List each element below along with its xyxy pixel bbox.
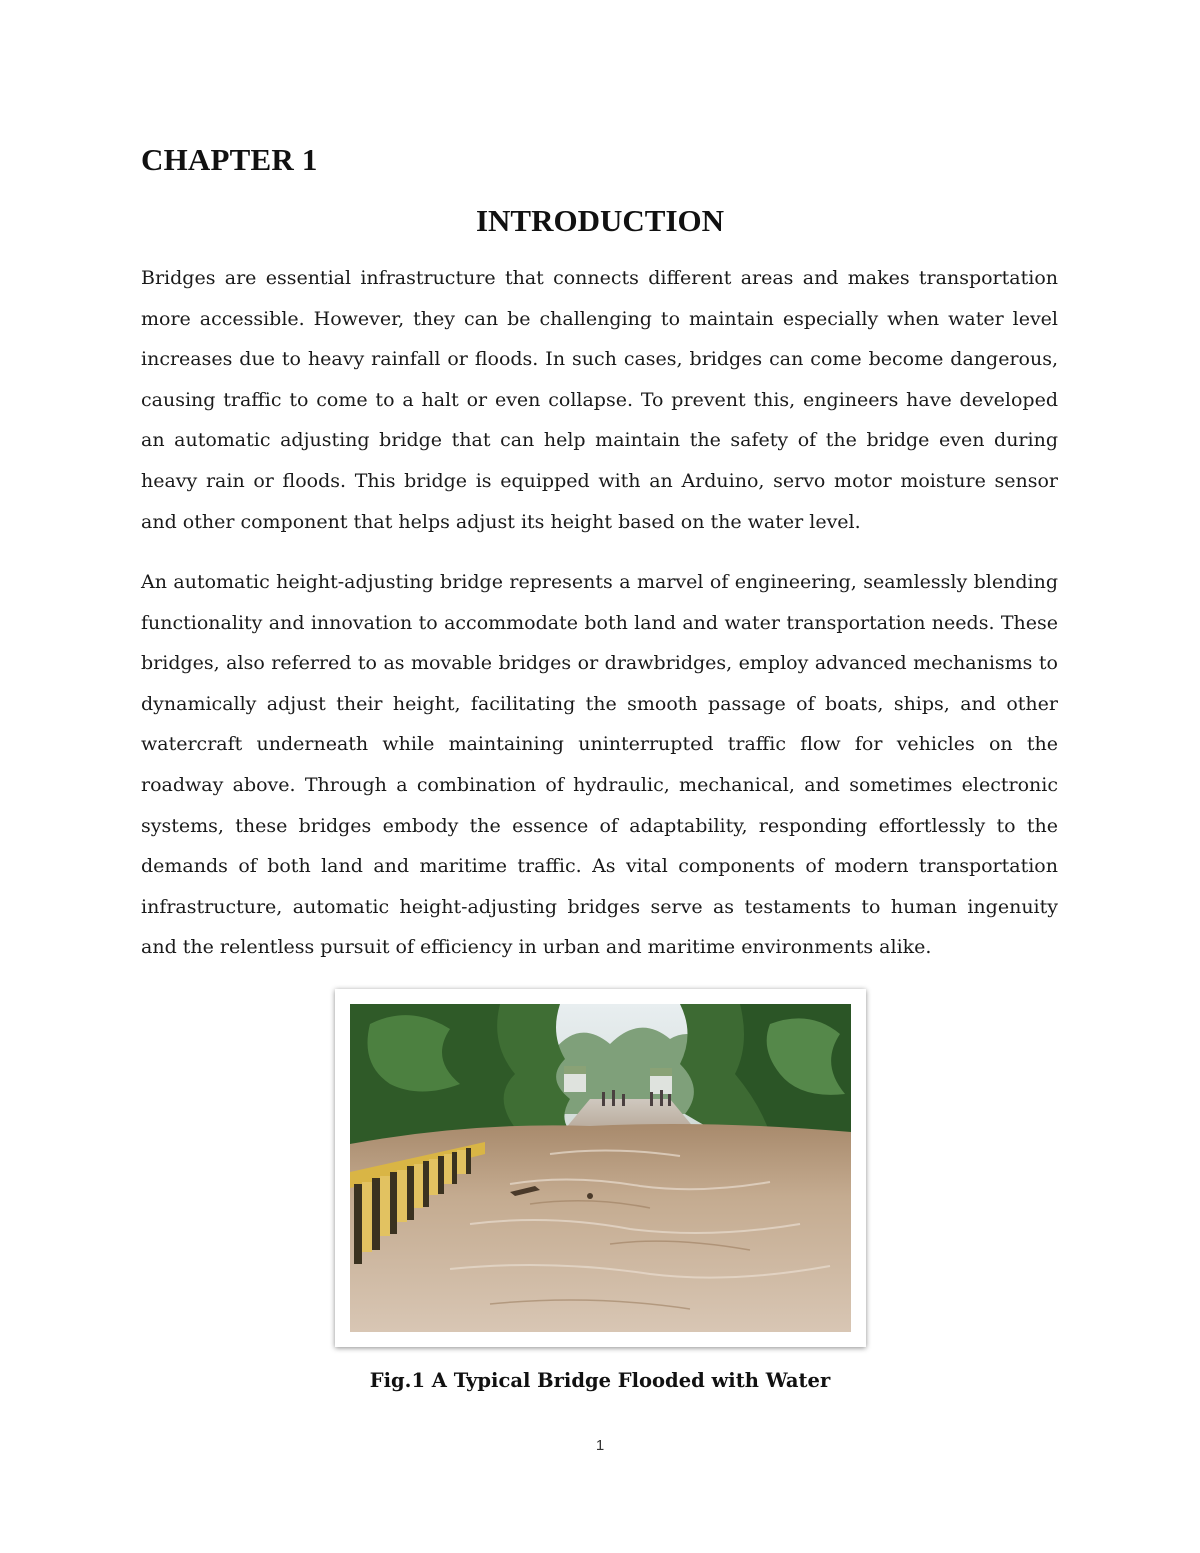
chapter-title: INTRODUCTION: [475, 203, 725, 238]
paragraph-intro: Bridges are essential infrastructure that connects different areas and makes transportation more accessible. However, they can be challenging to maintain especially when water level increases due to heavy rainfall or floods. In such cases, bridges can come become dangerous, causing traffic to come to a halt or even collapse. To prevent this, engineers have developed an automatic adjusting bridge that can help maintain the safety of the bridge even during heavy rain or floods. This bridge is equipped with an Arduino, servo motor moisture sensor and other component that helps adjust its height based on the water level.: [141, 267, 1058, 533]
figure-frame: [335, 989, 866, 1347]
flooded-bridge-photo: [350, 1004, 851, 1332]
paragraph-height-adjusting: An automatic height-adjusting bridge represents a marvel of engineering, seamlessly blending functionality and innovation to accommodate both land and water transportation needs. These bridges, also referred to as movable bridges or drawbridges, employ advanced mechanisms to dynamically adjust their height, facilitating the smooth passage of boats, ships, and other watercraft underneath while maintaining uninterrupted traffic flow for vehicles on the roadway above. Through a combination of hydraulic, mechanical, and sometimes electronic systems, these bridges embody the essence of adaptability, responding effortlessly to the demands of both land and maritime traffic. As vital components of modern transportation infrastructure, automatic height-adjusting bridges serve as testaments to human ingenuity and the relentless pursuit of efficiency in urban and maritime environments alike.: [141, 571, 1058, 959]
chapter-label: CHAPTER 1: [141, 142, 318, 177]
figure-caption: Fig.1 A Typical Bridge Flooded with Water: [369, 1369, 831, 1392]
page-number: 1: [595, 1437, 605, 1454]
